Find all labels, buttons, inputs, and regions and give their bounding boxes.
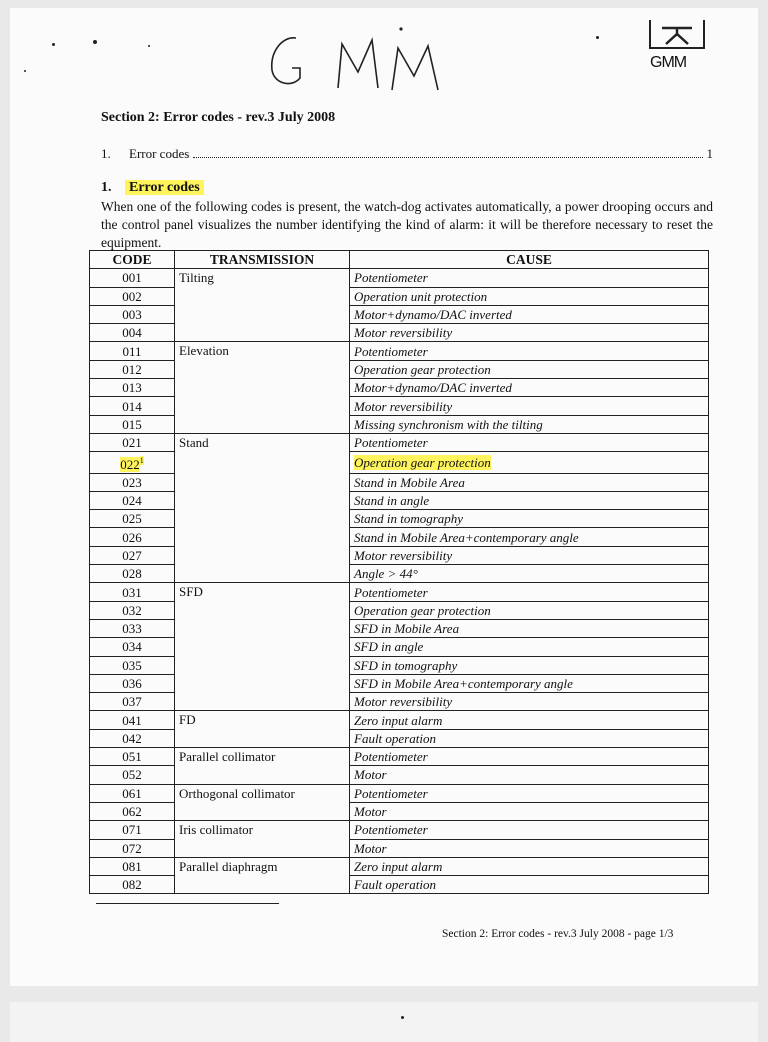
column-header-transmission: TRANSMISSION [175,251,350,269]
table-row [90,342,709,360]
code-value: 022 [120,456,140,472]
cause-cell [350,638,709,656]
code-cell [90,638,175,656]
cause-text: Zero input alarm [354,712,443,728]
code-value: 015 [122,416,142,432]
code-cell [90,473,175,491]
code-cell [90,342,175,360]
code-cell [90,305,175,323]
cause-cell [350,876,709,894]
transmission-cell: Parallel diaphragm [175,857,350,894]
toc-number: 1. [101,146,111,161]
code-value: 051 [122,749,142,765]
cause-text: Operation gear protection [354,602,491,618]
cause-cell [350,360,709,378]
code-cell [90,857,175,875]
transmission-cell: SFD [175,583,350,711]
speck [24,70,26,72]
cause-text: Potentiometer [354,270,428,286]
cause-cell [350,711,709,729]
footnote-marker: 1 [139,456,144,466]
code-cell [90,748,175,766]
code-cell [90,565,175,583]
cause-cell [350,766,709,784]
code-value: 023 [122,474,142,490]
speck [93,40,97,44]
code-cell [90,729,175,747]
cause-cell [350,693,709,711]
table-row [90,433,709,451]
transmission-cell: Parallel collimator [175,748,350,785]
cause-text: Motor [354,804,387,820]
code-cell [90,491,175,509]
cause-text: SFD in Mobile Area [354,621,460,637]
code-value: 025 [122,511,142,527]
code-cell [90,583,175,601]
cause-text: Stand in angle [354,493,430,509]
code-cell [90,656,175,674]
code-cell [90,784,175,802]
table-row [90,269,709,287]
code-cell [90,821,175,839]
cause-text: SFD in Mobile Area+contemporary angle [354,676,573,691]
code-value: 024 [122,493,142,509]
code-value: 061 [122,785,142,801]
cause-cell [350,546,709,564]
cause-cell [350,528,709,546]
handwritten-gmm-signature [268,26,468,96]
cause-text: Stand in Mobile Area+contemporary angle [354,529,579,545]
cause-cell [350,601,709,619]
code-value: 027 [122,547,142,563]
transmission-cell: Orthogonal collimator [175,784,350,821]
cause-text: Motor reversibility [354,547,453,563]
code-value: 001 [122,270,142,286]
cause-text: Operation unit protection [354,288,488,304]
speck [596,36,599,39]
cause-cell [350,583,709,601]
code-cell [90,546,175,564]
cause-text: Operation gear protection [354,454,491,470]
cause-text: Motor reversibility [354,694,453,710]
cause-cell [350,674,709,692]
cause-text: Motor+dynamo/DAC inverted [354,307,512,323]
transmission-cell: Stand [175,433,350,582]
code-value: 033 [122,621,142,637]
cause-cell [350,342,709,360]
code-value: 028 [122,566,142,582]
code-value: 081 [122,858,142,874]
footnote-separator [96,903,279,904]
cause-cell [350,491,709,509]
cause-text: Fault operation [354,730,436,746]
cause-cell [350,802,709,820]
column-header-code: CODE [90,251,175,269]
code-cell [90,839,175,857]
cause-text: Potentiometer [354,584,428,600]
cause-cell [350,729,709,747]
table-row [90,784,709,802]
cause-cell [350,656,709,674]
cause-text: Potentiometer [354,749,428,765]
code-value: 036 [122,676,142,691]
toc-dot-leader [193,146,702,158]
cause-text: Motor reversibility [354,325,453,341]
code-value: 071 [122,822,142,838]
cause-cell [350,415,709,433]
transmission-cell: Elevation [175,342,350,433]
code-value: 031 [122,584,142,600]
code-value: 014 [122,398,142,414]
cause-text: Stand in Mobile Area [354,474,465,490]
speck [401,1016,404,1019]
code-value: 003 [122,307,142,323]
code-value: 082 [122,877,142,893]
code-cell [90,766,175,784]
cause-text: Motor [354,840,387,856]
transmission-cell: FD [175,711,350,748]
code-cell [90,802,175,820]
code-cell [90,287,175,305]
code-cell [90,360,175,378]
cause-text: Potentiometer [354,785,428,801]
cause-text: Motor [354,767,387,783]
cause-text: Angle > 44° [354,566,418,582]
speck [52,43,55,46]
section-title: Section 2: Error codes - rev.3 July 2008 [101,110,336,125]
table-row [90,748,709,766]
code-value: 012 [122,361,142,377]
code-cell [90,876,175,894]
table-row [90,857,709,875]
cause-text: Motor+dynamo/DAC inverted [354,380,512,396]
cause-cell [350,748,709,766]
cause-text: Zero input alarm [354,858,443,874]
cause-cell [350,379,709,397]
cause-cell [350,510,709,528]
toc-entry [101,146,713,162]
code-cell [90,397,175,415]
error-codes-table [89,250,709,894]
cause-text: Potentiometer [354,435,428,451]
code-cell [90,324,175,342]
code-value: 032 [122,602,142,618]
table-row [90,711,709,729]
code-value: 052 [122,767,142,783]
heading-label: Error codes [125,180,204,195]
heading-error-codes [101,180,204,196]
table-row [90,583,709,601]
code-value: 037 [122,694,142,710]
transmission-cell: Iris collimator [175,821,350,858]
toc-label: Error codes [129,146,190,161]
code-value: 013 [122,380,142,396]
code-value: 035 [122,657,142,673]
code-cell [90,528,175,546]
cause-cell [350,839,709,857]
code-value: 011 [122,343,142,359]
cause-cell [350,619,709,637]
cause-cell [350,433,709,451]
code-value: 021 [122,435,142,451]
code-cell [90,619,175,637]
cause-cell [350,397,709,415]
cause-cell [350,857,709,875]
page-footer: Section 2: Error codes - rev.3 July 2008 - page 1/3 [442,928,674,940]
cause-cell [350,784,709,802]
code-cell [90,269,175,287]
cause-text: Missing synchronism with the tilting [354,416,543,432]
cause-text: Stand in tomography [354,511,464,527]
code-cell [90,601,175,619]
code-cell [90,674,175,692]
cause-cell [350,452,709,473]
cause-cell [350,324,709,342]
column-header-cause: CAUSE [350,251,709,269]
code-value: 004 [122,325,142,341]
table-row [90,821,709,839]
cause-cell [350,821,709,839]
cause-text: Fault operation [354,877,436,893]
code-cell [90,379,175,397]
code-value: 041 [122,712,142,728]
cause-cell [350,287,709,305]
code-cell [90,693,175,711]
code-value: 072 [122,840,142,856]
cause-text: Motor reversibility [354,398,453,414]
toc-page: 1 [706,146,713,161]
cause-cell [350,305,709,323]
logo-wordmark: GMM [650,54,687,71]
code-cell [90,510,175,528]
code-value: 034 [122,639,142,655]
cause-text: Potentiometer [354,343,428,359]
code-value: 042 [122,730,142,746]
table-header-row [90,251,709,269]
cause-text: Potentiometer [354,822,428,838]
intro-paragraph: When one of the following codes is present, the watch-dog activates automatically, a power drooping occurs and the control panel visualizes the number identifying the kind of alarm: it will be therefore necessary to reset the equipment. [101,199,713,250]
code-value: 026 [122,529,142,545]
cause-cell [350,269,709,287]
code-value: 062 [122,804,142,820]
code-value: 002 [122,288,142,304]
code-cell [90,452,175,473]
code-cell [90,433,175,451]
transmission-cell: Tilting [175,269,350,342]
cause-cell [350,473,709,491]
code-cell [90,415,175,433]
code-cell [90,711,175,729]
heading-number: 1. [101,180,112,195]
next-page-edge [10,1002,758,1042]
speck [148,45,150,47]
cause-cell [350,565,709,583]
cause-text: SFD in tomography [354,657,458,673]
cause-text: Operation gear protection [354,361,491,377]
cause-text: SFD in angle [354,639,424,655]
